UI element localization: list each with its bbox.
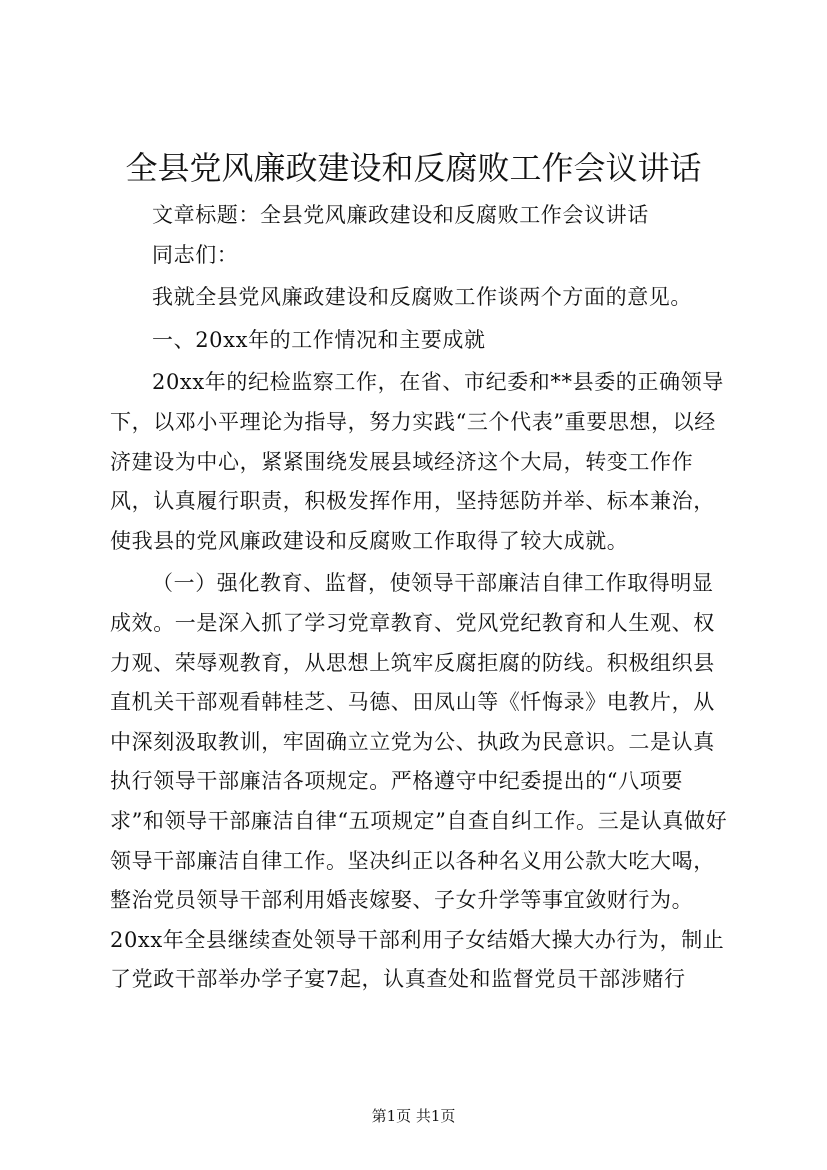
document-body <box>110 196 732 1000</box>
salutation: 同志们： <box>152 242 239 267</box>
section-heading: 一、20xx年的工作情况和主要成就 <box>152 327 486 352</box>
body-paragraph: 20xx年的纪检监察工作，在省、市纪委和**县委的正确领导下，以邓小平理论为指导，努力实践“三个代表”重要思想，以经济建设为中心，紧紧围绕发展县域经济这个大局，转变工作作风，认真履行职责，积极发挥作用，坚持惩防并举、标本兼治，使我县的党风廉政建设和反腐败工作取得了较大成就。 <box>110 370 724 553</box>
document-title: 全县党风廉政建设和反腐败工作会议讲话 <box>125 149 702 187</box>
article-title-line: 文章标题：全县党风廉政建设和反腐败工作会议讲话 <box>152 203 649 227</box>
body-paragraph: （一）强化教育、监督，使领导干部廉洁自律工作取得明显成效。一是深入抓了学习党章教育、党风党纪教育和人生观、权力观、荣辱观教育，从思想上筑牢反腐拒腐的防线。积极组织县直机关干部观看韩桂芝、马德、田凤山等《忏悔录》电教片，从中深刻汲取教训，牢固确立立党为公、执政为民意识。二是认真执行领导干部廉洁各项规定。严格遵守中纪委提出的“八项要求”和领导干部廉洁自律“五项规定”自查自纠工作。三是认真做好领导干部廉洁自律工作。坚决纠正以各种名义用公款大吃大喝，整治党员领导干部利用婚丧嫁娶、子女升学等事宜敛财行为。20xx年全县继续查处领导干部利用子女结婚大操大办行为，制止了党政干部举办学子宴7起，认真查处和监督党员干部涉赌行 <box>110 571 728 992</box>
intro-paragraph: 我就全县党风廉政建设和反腐败工作谈两个方面的意见。 <box>152 285 692 310</box>
page-footer: 第1页 共1页 <box>371 1107 456 1125</box>
